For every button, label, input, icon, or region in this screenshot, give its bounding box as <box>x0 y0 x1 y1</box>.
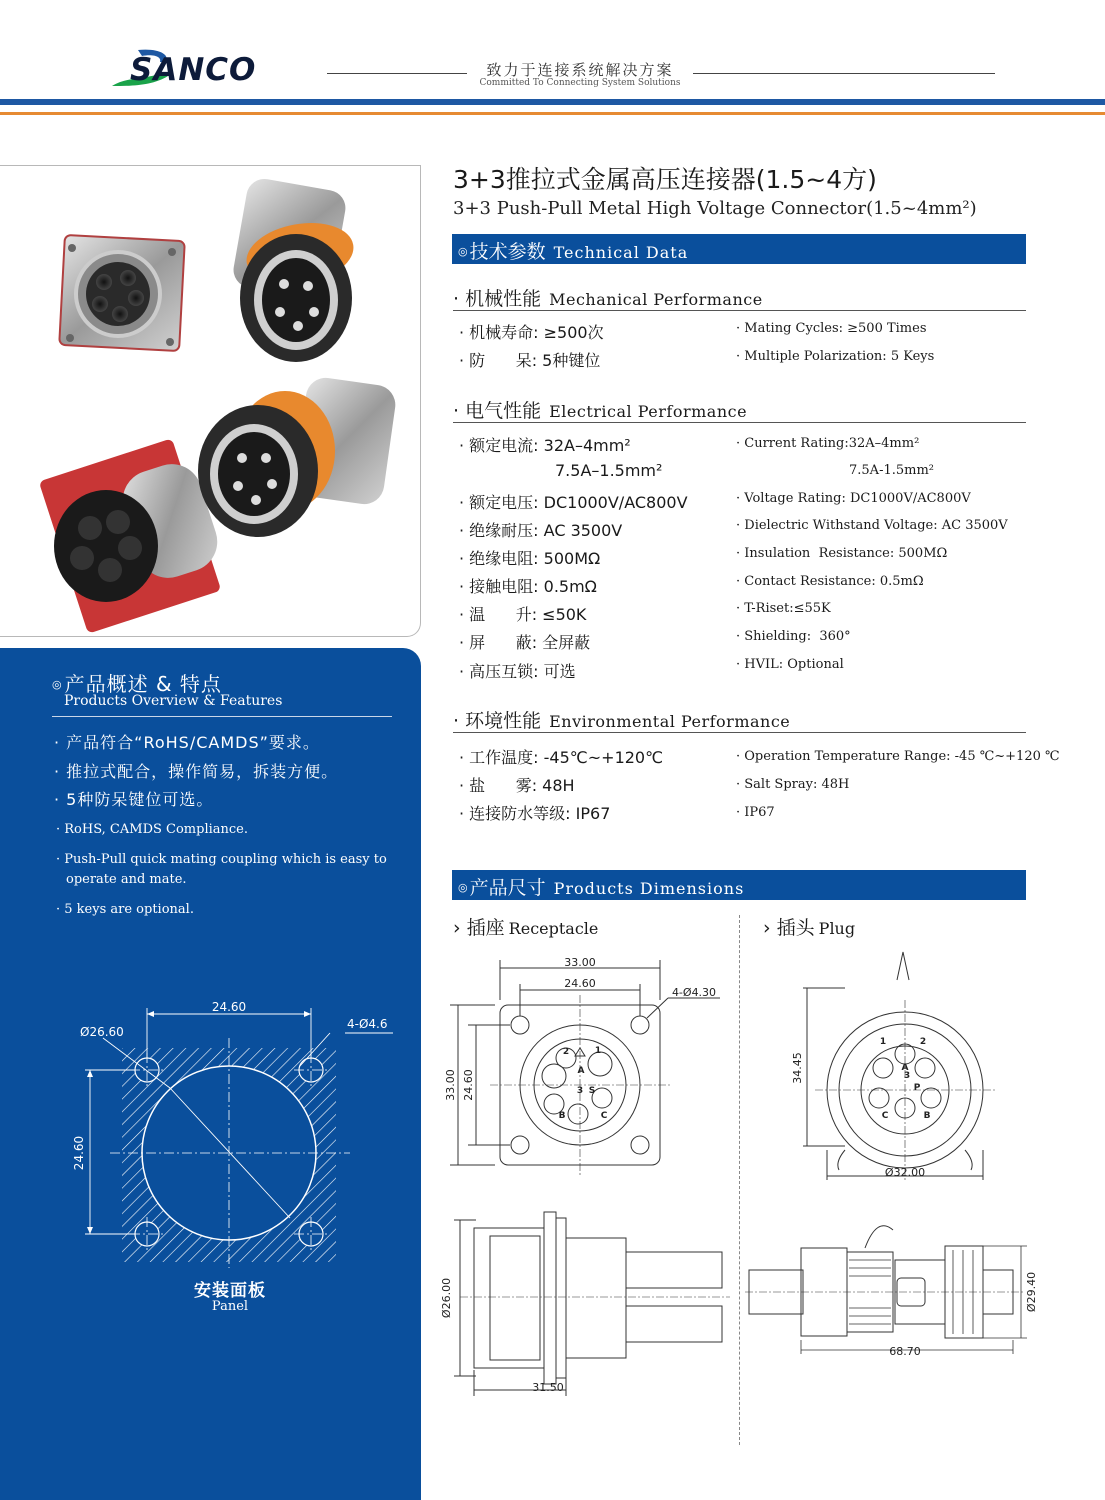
spec-cn: · 接触电阻: 0.5mΩ <box>459 577 597 596</box>
pin-label: A <box>577 1066 585 1076</box>
plug-image-bottom <box>198 375 398 537</box>
panel-hole-dia-label: Ø26.60 <box>80 1025 124 1039</box>
spec-cn: · 绝缘耐压: AC 3500V <box>459 521 623 540</box>
spec-cn: · 机械寿命: ≥500次 <box>459 323 604 342</box>
plug-side-length: 68.70 <box>889 1345 921 1358</box>
plug-dia: Ø32.00 <box>884 1166 926 1179</box>
panel-height-label: 24.60 <box>72 1135 86 1171</box>
spec-cn: · 额定电压: DC1000V/AC800V <box>459 493 688 512</box>
header-blue-bar <box>0 99 1105 105</box>
pin-label: 2 <box>919 1037 927 1047</box>
pin-label: C <box>600 1111 608 1121</box>
overview-column <box>0 648 421 1500</box>
plug-side-dia: Ø29.40 <box>1025 1271 1038 1313</box>
header-orange-bar <box>0 112 1105 115</box>
spec-en: · T-Riset:≤55K <box>736 601 831 616</box>
feature-cn: · 5种防呆键位可选。 <box>54 790 214 809</box>
mechanical-heading: · 机械性能 Mechanical Performance <box>453 288 763 310</box>
spec-en: · Insulation Resistance: 500MΩ <box>736 546 948 561</box>
page-title: 3+3推拉式金属高压连接器(1.5~4方) <box>453 165 877 194</box>
spec-en: · Salt Spray: 48H <box>736 777 850 792</box>
spec-en: · Operation Temperature Range: -45 ℃~+120 ℃ <box>736 749 1060 764</box>
feature-cn: · 产品符合“RoHS/CAMDS”要求。 <box>54 733 320 752</box>
spec-cn: 7.5A–1.5mm² <box>555 461 663 480</box>
spec-en: · Voltage Rating: DC1000V/AC800V <box>736 491 971 506</box>
feature-en: · 5 keys are optional. <box>56 902 194 917</box>
overview-subtitle: Products Overview & Features <box>64 693 283 709</box>
spec-en: 7.5A-1.5mm² <box>849 463 934 478</box>
spec-cn: · 绝缘电阻: 500MΩ <box>459 549 601 568</box>
plug-height: 34.45 <box>791 1052 804 1084</box>
pin-label: 3 <box>576 1086 584 1096</box>
spec-cn: · 额定电流: 32A–4mm² <box>459 436 631 455</box>
feature-en: · Push-Pull quick mating coupling which is easy to operate and mate. <box>56 852 387 887</box>
plug-heading: › 插头 Plug <box>763 917 856 939</box>
pin-label: S <box>588 1086 596 1096</box>
tagline-en: Committed To Connecting System Solutions <box>479 78 681 88</box>
bullet-icon: ◎ <box>52 678 63 691</box>
technical-data-bar: ◎ 技术参数 Technical Data <box>452 234 1026 264</box>
bullet-icon: ◎ <box>458 881 468 894</box>
product-photo <box>0 166 421 637</box>
spec-cn: · 连接防水等级: IP67 <box>459 804 611 823</box>
spec-en: · Shielding: 360° <box>736 629 851 644</box>
pin-label: 1 <box>879 1037 887 1047</box>
pin-label: 1 <box>594 1046 602 1056</box>
receptacle-grey-image <box>59 235 185 351</box>
receptacle-side-length: 31.50 <box>532 1381 564 1394</box>
electrical-rule <box>453 422 1026 423</box>
spec-cn: · 温 升: ≤50K <box>459 605 587 624</box>
spec-en: · IP67 <box>736 805 775 820</box>
spec-en: · Mating Cycles: ≥500 Times <box>736 321 927 336</box>
panel-caption-en: Panel <box>211 1299 249 1314</box>
receptacle-inner-height: 24.60 <box>462 1069 475 1101</box>
electrical-heading: · 电气性能 Electrical Performance <box>453 400 748 422</box>
feature-cn: · 推拉式配合，操作简易，拆装方便。 <box>54 762 339 781</box>
spec-en: · Current Rating:32A–4mm² <box>736 436 920 451</box>
dimensions-bar: ◎ 产品尺寸 Products Dimensions <box>452 870 1026 900</box>
chevron-right-icon: › <box>763 917 771 939</box>
pin-label: 3 <box>903 1071 911 1081</box>
spec-cn: · 防 呆: 5种键位 <box>459 351 601 370</box>
plug-drawings <box>745 950 1055 1495</box>
mechanical-rule <box>453 310 1026 311</box>
receptacle-drawings <box>430 950 740 1495</box>
receptacle-holes: 4-Ø4.30 <box>671 986 717 999</box>
spec-cn: · 盐 雾: 48H <box>459 776 575 795</box>
product-photo-panel <box>0 165 421 637</box>
pin-label: P <box>913 1083 921 1093</box>
bullet-icon: ◎ <box>458 245 468 258</box>
panel-width-label: 24.60 <box>211 1000 247 1014</box>
spec-cn: · 屏 蔽: 全屏蔽 <box>459 633 591 652</box>
spec-cn: · 工作温度: -45℃~+120℃ <box>459 748 664 767</box>
receptacle-heading: › 插座 Receptacle <box>453 917 599 939</box>
panel-cutout-drawing <box>0 648 421 1268</box>
overview-title: ◎ 产品概述 & 特点 <box>52 672 222 696</box>
chevron-right-icon: › <box>453 917 461 939</box>
environmental-rule <box>453 732 1026 733</box>
pin-label: C <box>881 1111 889 1121</box>
spec-en: · Contact Resistance: 0.5mΩ <box>736 574 924 589</box>
receptacle-outer-width: 33.00 <box>564 956 596 969</box>
environmental-heading: · 环境性能 Environmental Performance <box>453 710 791 732</box>
pin-label: B <box>923 1111 931 1121</box>
spec-en: · HVIL: Optional <box>736 657 844 672</box>
spec-en: · Multiple Polarization: 5 Keys <box>736 349 935 364</box>
logo-text: SANCO <box>130 52 257 88</box>
pin-label: 2 <box>562 1047 570 1057</box>
pin-label: B <box>558 1111 566 1121</box>
receptacle-red-image <box>39 438 225 633</box>
panel-holes-label: 4-Ø4.6 <box>347 1017 388 1031</box>
page-subtitle: 3+3 Push-Pull Metal High Voltage Connector(1.5~4mm²) <box>453 198 977 219</box>
panel-caption: 安装面板 <box>194 1281 266 1301</box>
receptacle-inner-width: 24.60 <box>564 977 596 990</box>
feature-en: · RoHS, CAMDS Compliance. <box>56 822 248 837</box>
spec-en: · Dielectric Withstand Voltage: AC 3500V <box>736 518 1008 533</box>
receptacle-outer-height: 33.00 <box>444 1069 457 1101</box>
spec-cn: · 高压互锁: 可选 <box>459 662 576 681</box>
pin-label: A <box>901 1063 909 1073</box>
tagline-cn: 致力于连接系统解决方案 <box>486 61 674 79</box>
receptacle-side-dia: Ø26.00 <box>440 1277 453 1319</box>
plug-image-top <box>231 176 359 362</box>
